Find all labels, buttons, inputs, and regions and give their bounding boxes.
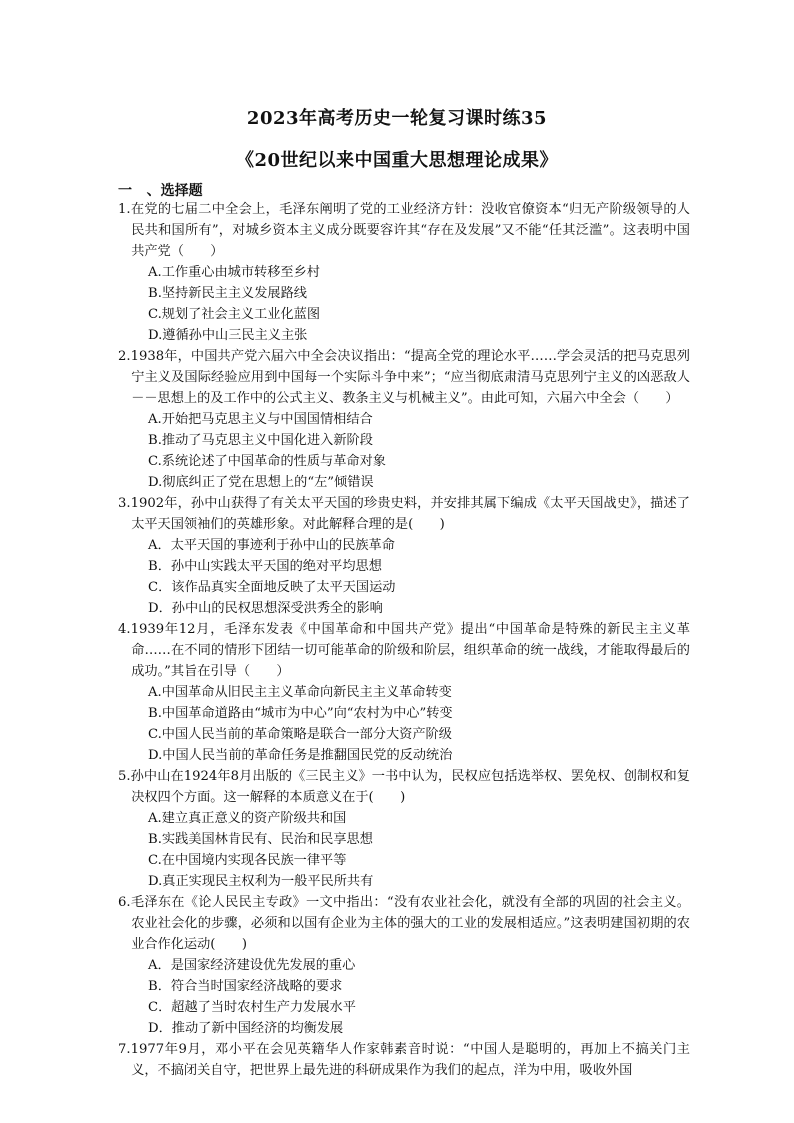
question-stem: 1.在党的七届二中全会上，毛泽东阐明了党的工业经济方针：没收官僚资本“归无产阶级领导的人民共和国所有”，对城乡资本主义成分既要容许其“存在及发展”又不能“任其泛滥”。这表明中国共产党（ ） bbox=[118, 202, 690, 259]
option-b: B．符合当时国家经济战略的要求 bbox=[148, 979, 343, 994]
question-stem: 5.孙中山在1924年8月出版的《三民主义》一书中认为，民权应包括选举权、罢免权、创制权和复决权四个方面。这一解释的本质意义在于( ) bbox=[118, 769, 690, 805]
document-title: 2023年高考历史一轮复习课时练35 bbox=[246, 108, 548, 129]
question-1 bbox=[118, 199, 690, 346]
option-c: C．超越了当时农村生产力发展水平 bbox=[148, 1000, 356, 1015]
option-b: B.坚持新民主主义发展路线 bbox=[148, 286, 307, 301]
question-5 bbox=[118, 766, 690, 892]
option-c: C.规划了社会主义工业化蓝图 bbox=[148, 307, 321, 322]
question-list bbox=[118, 199, 690, 1081]
option-a: A.工作重心由城市转移至乡村 bbox=[148, 265, 320, 280]
section-heading: 一 、选择题 bbox=[118, 183, 203, 199]
option-b: B.中国革命道路由“城市为中心”向“农村为中心”转变 bbox=[148, 706, 453, 721]
option-c: C.系统论述了中国革命的性质与革命对象 bbox=[148, 454, 386, 469]
question-7 bbox=[118, 1039, 690, 1081]
option-d: D.彻底纠正了党在思想上的“左”倾错误 bbox=[148, 475, 374, 490]
option-a: A．是国家经济建设优先发展的重心 bbox=[148, 958, 356, 973]
option-c: C．该作品真实全面地反映了太平天国运动 bbox=[148, 580, 396, 595]
question-2 bbox=[118, 346, 690, 493]
document-subtitle: 《20世纪以来中国重大思想理论成果》 bbox=[235, 150, 559, 171]
option-a: A.开始把马克思主义与中国国情相结合 bbox=[148, 412, 373, 427]
question-stem: 3.1902年，孙中山获得了有关太平天国的珍贵史料，并安排其属下编成《太平天国战史》，描述了太平天国领袖们的英雄形象。对此解释合理的是( ) bbox=[118, 496, 690, 532]
question-stem: 4.1939年12月，毛泽东发表《中国革命和中国共产党》提出“中国革命是特殊的新民主主义革命……在不同的情形下团结一切可能革命的阶级和阶层，组织革命的统一战线，才能取得最后的成功。”其旨在引导（ ） bbox=[118, 622, 690, 679]
option-b: B.实践美国林肯民有、民治和民享思想 bbox=[148, 832, 373, 847]
question-6 bbox=[118, 892, 690, 1039]
option-d: D.遵循孙中山三民主义主张 bbox=[148, 328, 308, 343]
question-stem: 6.毛泽东在《论人民民主专政》一文中指出：“没有农业社会化，就没有全部的巩固的社会主义。农业社会化的步骤，必须和以国有企业为主体的强大的工业的发展相适应。”这表明建国初期的农业合作化运动( ) bbox=[118, 895, 690, 952]
option-d: D．孙中山的民权思想深受洪秀全的影响 bbox=[148, 601, 383, 616]
option-c: C.在中国境内实现各民族一律平等 bbox=[148, 853, 347, 868]
option-a: A.中国革命从旧民主主义革命向新民主主义革命转变 bbox=[148, 685, 452, 700]
question-stem: 7.1977年9月，邓小平在会见英籍华人作家韩素音时说：“中国人是聪明的，再加上不搞关门主义，不搞闭关自守，把世界上最先进的科研成果作为我们的起点，洋为中用，吸收外国 bbox=[118, 1042, 690, 1078]
option-a: A．太平天国的事迹利于孙中山的民族革命 bbox=[148, 538, 395, 553]
option-a: A.建立真正意义的资产阶级共和国 bbox=[148, 811, 347, 826]
option-c: C.中国人民当前的革命策略是联合一部分大资产阶级 bbox=[148, 727, 452, 742]
question-stem: 2.1938年，中国共产党六届六中全会决议指出：“提高全党的理论水平……学会灵活的把马克思列宁主义及国际经验应用到中国每一个实际斗争中来”；“应当彻底肃清马克思列宁主义的凶恶敌人－－思想上的及工作中的公式主义、教条主义与机械主义”。由此可知，六届六中全会（ ） bbox=[118, 349, 690, 406]
question-4 bbox=[118, 619, 690, 766]
option-d: D.真正实现民主权利为一般平民所共有 bbox=[148, 874, 374, 889]
option-d: D.中国人民当前的革命任务是推翻国民党的反动统治 bbox=[148, 748, 453, 763]
question-3 bbox=[118, 493, 690, 619]
option-b: B.推动了马克思主义中国化进入新阶段 bbox=[148, 433, 373, 448]
option-b: B．孙中山实践太平天国的绝对平均思想 bbox=[148, 559, 382, 574]
option-d: D．推动了新中国经济的均衡发展 bbox=[148, 1021, 344, 1036]
